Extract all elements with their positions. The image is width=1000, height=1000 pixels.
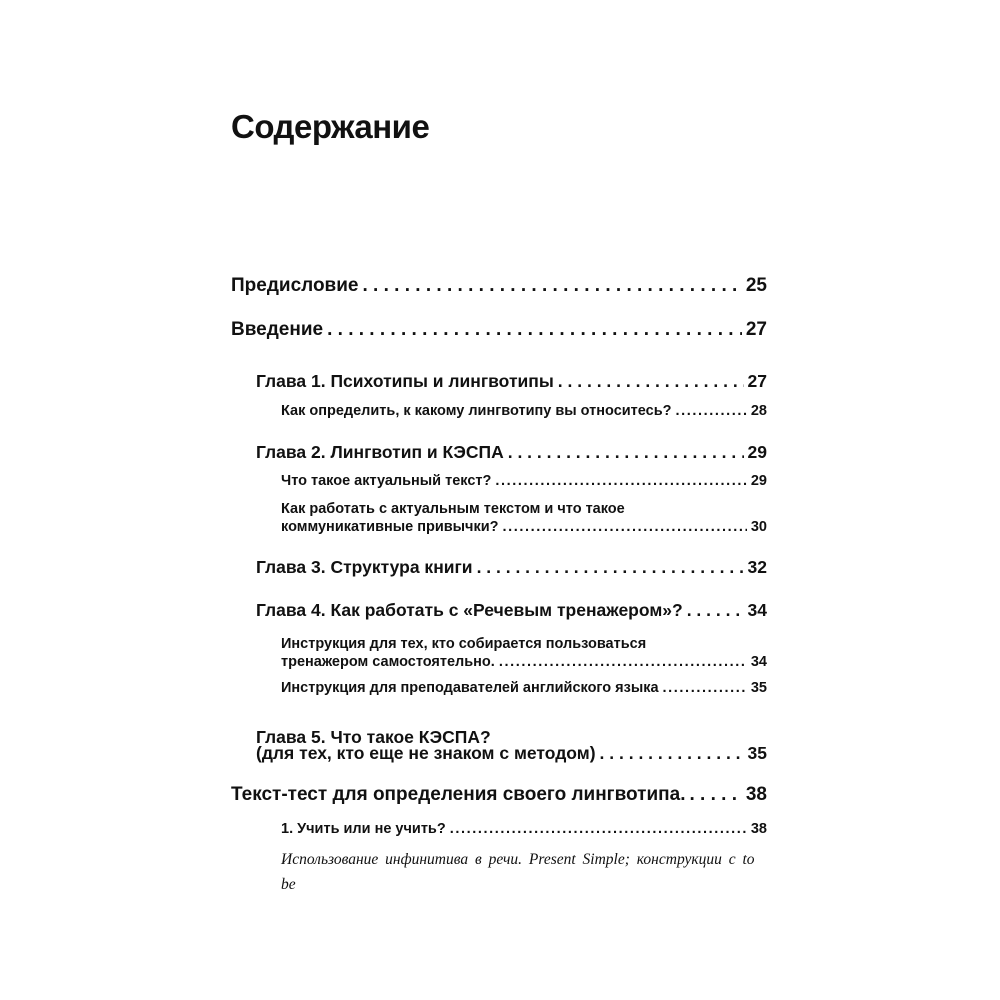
dot-leader xyxy=(503,519,747,535)
toc-entry-label: Глава 3. Структура книги xyxy=(256,557,473,577)
dot-leader xyxy=(600,743,744,764)
dot-leader xyxy=(363,275,742,297)
toc-page-number: 34 xyxy=(747,600,767,620)
dot-leader xyxy=(663,680,747,696)
dot-leader xyxy=(499,654,747,670)
toc-page-number: 25 xyxy=(745,275,767,296)
toc-page-number: 27 xyxy=(747,371,767,391)
toc-entry-label-line1[interactable]: Инструкция для тех, кто собирается пользоваться xyxy=(281,636,647,652)
dot-leader xyxy=(508,442,744,463)
toc-entry-label: тренажером самостоятельно. xyxy=(281,654,495,670)
dot-leader xyxy=(689,784,741,806)
toc-entry-label: Инструкция для преподавателей английского языка xyxy=(281,680,659,696)
toc-entry-label: Предисловие xyxy=(231,275,359,296)
toc-page-number: 35 xyxy=(747,743,767,763)
toc-entry-section[interactable] xyxy=(281,680,767,696)
toc-entry-chapter-5[interactable] xyxy=(256,743,767,764)
toc-entry-label: (для тех, кто еще не знаком с методом) xyxy=(256,743,596,763)
toc-entry-label: Что такое актуальный текст? xyxy=(281,473,492,489)
toc-entry-label: Введение xyxy=(231,319,324,340)
toc-entry-chapter-3[interactable] xyxy=(256,557,767,578)
section-description: Использование инфинитива в речи. Present Simple; конструкции с to be xyxy=(281,851,755,893)
toc-entry-section[interactable] xyxy=(281,821,767,837)
dot-leader xyxy=(495,473,747,489)
toc-entry-label: Глава 1. Психотипы и лингвотипы xyxy=(256,371,554,391)
toc-entry-section[interactable] xyxy=(281,654,767,670)
toc-entry-section[interactable] xyxy=(281,473,767,489)
page-title: Содержание xyxy=(231,108,430,145)
toc-entry-label: Глава 2. Лингвотип и КЭСПА xyxy=(256,442,504,462)
toc-entry-label: Как определить, к какому лингвотипу вы относитесь? xyxy=(281,403,672,419)
toc-entry-chapter-1[interactable] xyxy=(256,371,767,392)
dot-leader xyxy=(327,319,742,341)
toc-page-number: 30 xyxy=(750,519,767,535)
toc-page-number: 35 xyxy=(750,680,767,696)
dot-leader xyxy=(450,821,747,837)
toc-page-number: 29 xyxy=(747,442,767,462)
toc-entry-chapter-4[interactable] xyxy=(256,600,767,621)
toc-entry-label-line1[interactable]: Как работать с актуальным текстом и что такое xyxy=(281,501,625,517)
toc-entry-chapter-2[interactable] xyxy=(256,442,767,463)
toc-entry-label: Глава 4. Как работать с «Речевым тренажером»? xyxy=(256,600,683,620)
toc-page-number: 38 xyxy=(750,821,767,837)
toc-entry-test-text[interactable] xyxy=(231,784,767,806)
toc-page-number: 38 xyxy=(745,784,767,805)
toc-entry-label: 1. Учить или не учить? xyxy=(281,821,446,837)
toc-entry-label: коммуникативные привычки? xyxy=(281,519,499,535)
toc-entry-section[interactable] xyxy=(281,519,767,535)
toc-entry-introduction[interactable] xyxy=(231,319,767,341)
dot-leader xyxy=(558,371,744,392)
toc-page-number: 27 xyxy=(745,319,767,340)
dot-leader xyxy=(477,557,744,578)
toc-entry-preface[interactable] xyxy=(231,275,767,297)
dot-leader xyxy=(687,600,744,621)
toc-page-number: 28 xyxy=(750,403,767,419)
toc-entry-section[interactable] xyxy=(281,403,767,419)
dot-leader xyxy=(676,403,747,419)
toc-entry-label-line1[interactable]: Глава 5. Что такое КЭСПА? xyxy=(256,727,491,747)
toc-entry-label: Текст-тест для определения своего лингвотипа. xyxy=(231,784,686,805)
toc-page-number: 32 xyxy=(747,557,767,577)
toc-page-number: 29 xyxy=(750,473,767,489)
toc-page-number: 34 xyxy=(750,654,767,670)
